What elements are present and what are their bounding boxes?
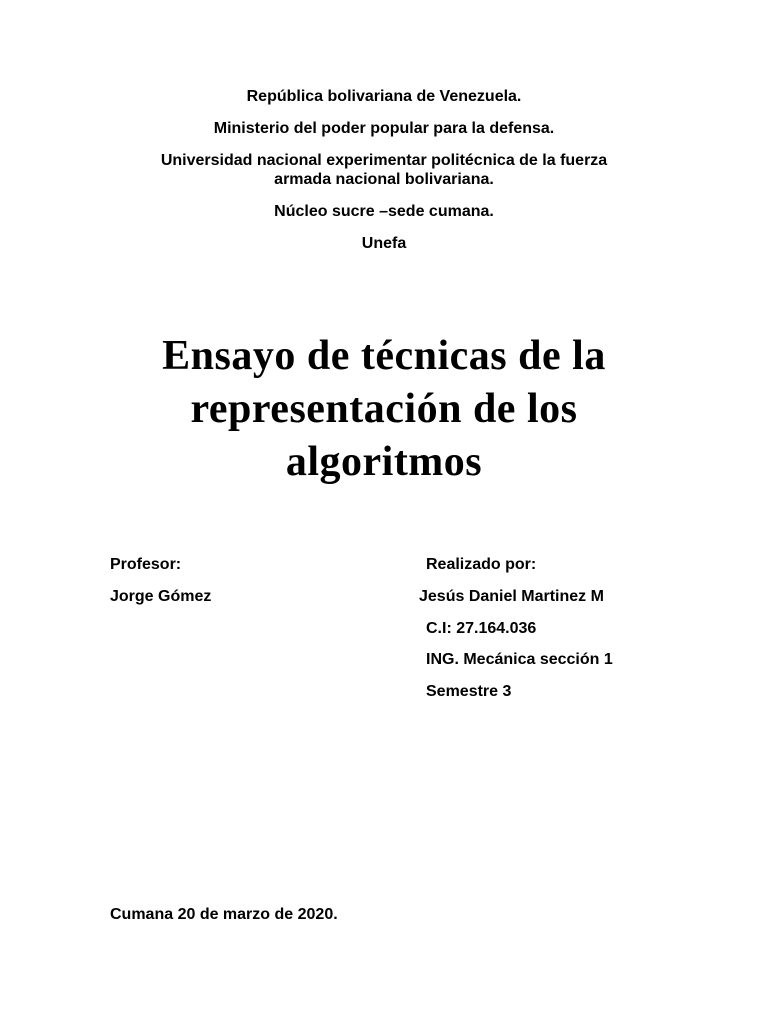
title-line3: algoritmos xyxy=(285,439,483,485)
header-campus: Núcleo sucre –sede cumana. xyxy=(274,203,494,220)
place-date: Cumana 20 de marzo de 2020. xyxy=(110,906,338,923)
header-acronym: Unefa xyxy=(361,235,407,252)
header-university-line1: Universidad nacional experimentar politécnica de la fuerza xyxy=(160,152,608,169)
header-university-line2: armada nacional bolivariana. xyxy=(274,171,494,188)
professor-name: Jorge Gómez xyxy=(110,588,212,605)
professor-label: Profesor: xyxy=(110,556,182,573)
author-program: ING. Mecánica sección 1 xyxy=(426,651,613,668)
author-ci: C.I: 27.164.036 xyxy=(426,620,537,637)
author-semester: Semestre 3 xyxy=(426,683,512,700)
document-title xyxy=(84,330,684,489)
title-line2: representación de los xyxy=(190,386,578,432)
header-ministry: Ministerio del poder popular para la defensa. xyxy=(213,120,555,137)
author-name: Jesús Daniel Martinez M xyxy=(419,588,604,605)
title-line1: Ensayo de técnicas de la xyxy=(162,333,606,379)
header-republic: República bolivariana de Venezuela. xyxy=(246,88,522,105)
author-label: Realizado por: xyxy=(426,556,537,573)
